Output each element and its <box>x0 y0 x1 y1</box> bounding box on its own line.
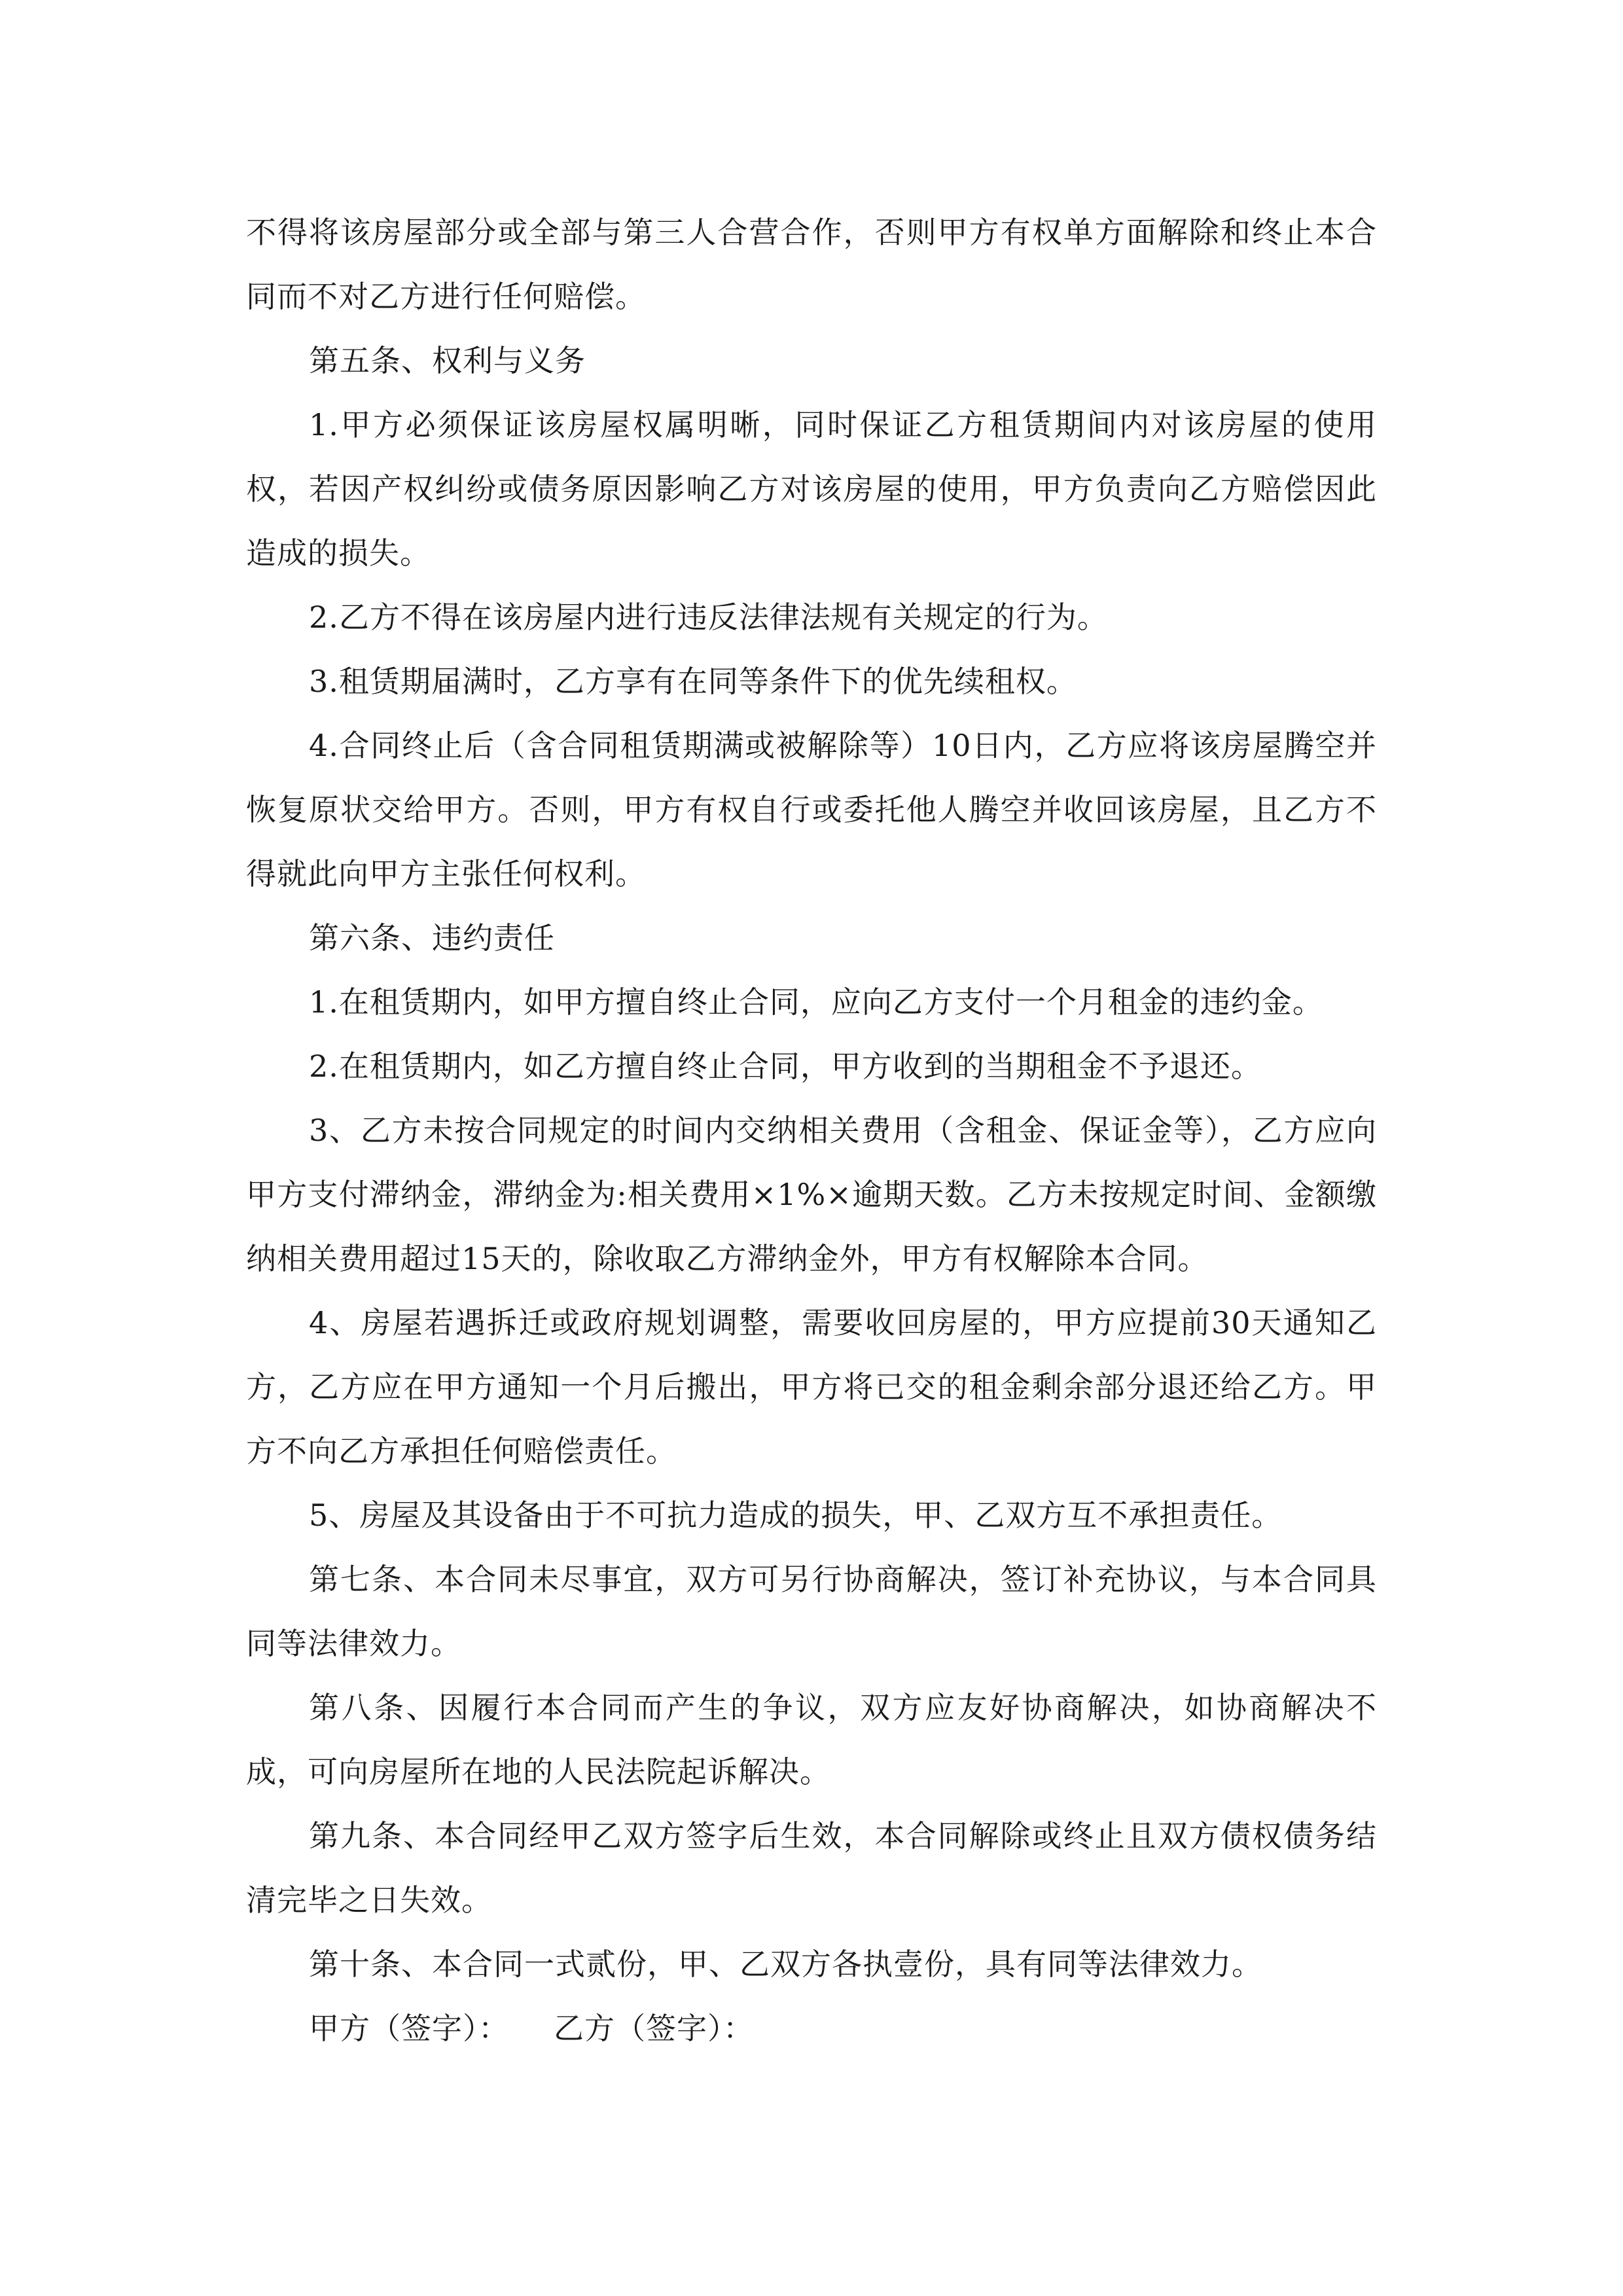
clause-5-3: 3.租赁期届满时，乙方享有在同等条件下的优先续租权。 <box>309 664 1077 699</box>
contract-body <box>246 200 1377 2060</box>
paragraph-continuation: 不得将该房屋部分或全部与第三人合营合作，否则甲方有权单方面解除和终止本合同而不对乙方进行任何赔偿。 <box>246 215 1377 314</box>
clause-5-1: 1.甲方必须保证该房屋权属明晰，同时保证乙方租赁期间内对该房屋的使用权，若因产权纠纷或债务原因影响乙方对该房屋的使用，甲方负责向乙方赔偿因此造成的损失。 <box>246 407 1377 571</box>
signature-line <box>246 1996 1377 2060</box>
article-10: 第十条、本合同一式贰份，甲、乙双方各执壹份，具有同等法律效力。 <box>309 1946 1262 1982</box>
clause-6-5: 5、房屋及其设备由于不可抗力造成的损失，甲、乙双方互不承担责任。 <box>309 1498 1283 1533</box>
clause-5-4: 4.合同终止后（含合同租赁期满或被解除等）10日内，乙方应将该房屋腾空并恢复原状交给甲方。否则，甲方有权自行或委托他人腾空并收回该房屋，且乙方不得就此向甲方主张任何权利。 <box>246 728 1377 891</box>
clause-5-2: 2.乙方不得在该房屋内进行违反法律法规有关规定的行为。 <box>309 600 1108 635</box>
section-heading-article-6: 第六条、违约责任 <box>309 920 555 956</box>
section-heading-article-5: 第五条、权利与义务 <box>309 343 586 378</box>
clause-6-1: 1.在租赁期内，如甲方擅自终止合同，应向乙方支付一个月租金的违约金。 <box>309 984 1323 1020</box>
article-9: 第九条、本合同经甲乙双方签字后生效，本合同解除或终止且双方债权债务结清完毕之日失效。 <box>246 1818 1377 1918</box>
clause-6-2: 2.在租赁期内，如乙方擅自终止合同，甲方收到的当期租金不予退还。 <box>309 1049 1262 1084</box>
clause-6-4: 4、房屋若遇拆迁或政府规划调整，需要收回房屋的，甲方应提前30天通知乙方，乙方应在甲方通知一个月后搬出，甲方将已交的租金剩余部分退还给乙方。甲方不向乙方承担任何赔偿责任。 <box>246 1305 1377 1469</box>
article-7: 第七条、本合同未尽事宜，双方可另行协商解决，签订补充协议，与本合同具同等法律效力。 <box>246 1562 1377 1661</box>
article-8: 第八条、因履行本合同而产生的争议，双方应友好协商解决，如协商解决不成，可向房屋所在地的人民法院起诉解决。 <box>246 1690 1377 1789</box>
clause-6-3: 3、乙方未按合同规定的时间内交纳相关费用（含租金、保证金等），乙方应向甲方支付滞纳金，滞纳金为:相关费用×1%×逾期天数。乙方未按规定时间、金额缴纳相关费用超过15天的，除收取乙方滞纳金外，甲方有权解除本合同。 <box>246 1113 1377 1276</box>
party-a-signature-label: 甲方（签字）： <box>309 2011 509 2046</box>
party-b-signature-label: 乙方（签字）： <box>554 2011 754 2046</box>
